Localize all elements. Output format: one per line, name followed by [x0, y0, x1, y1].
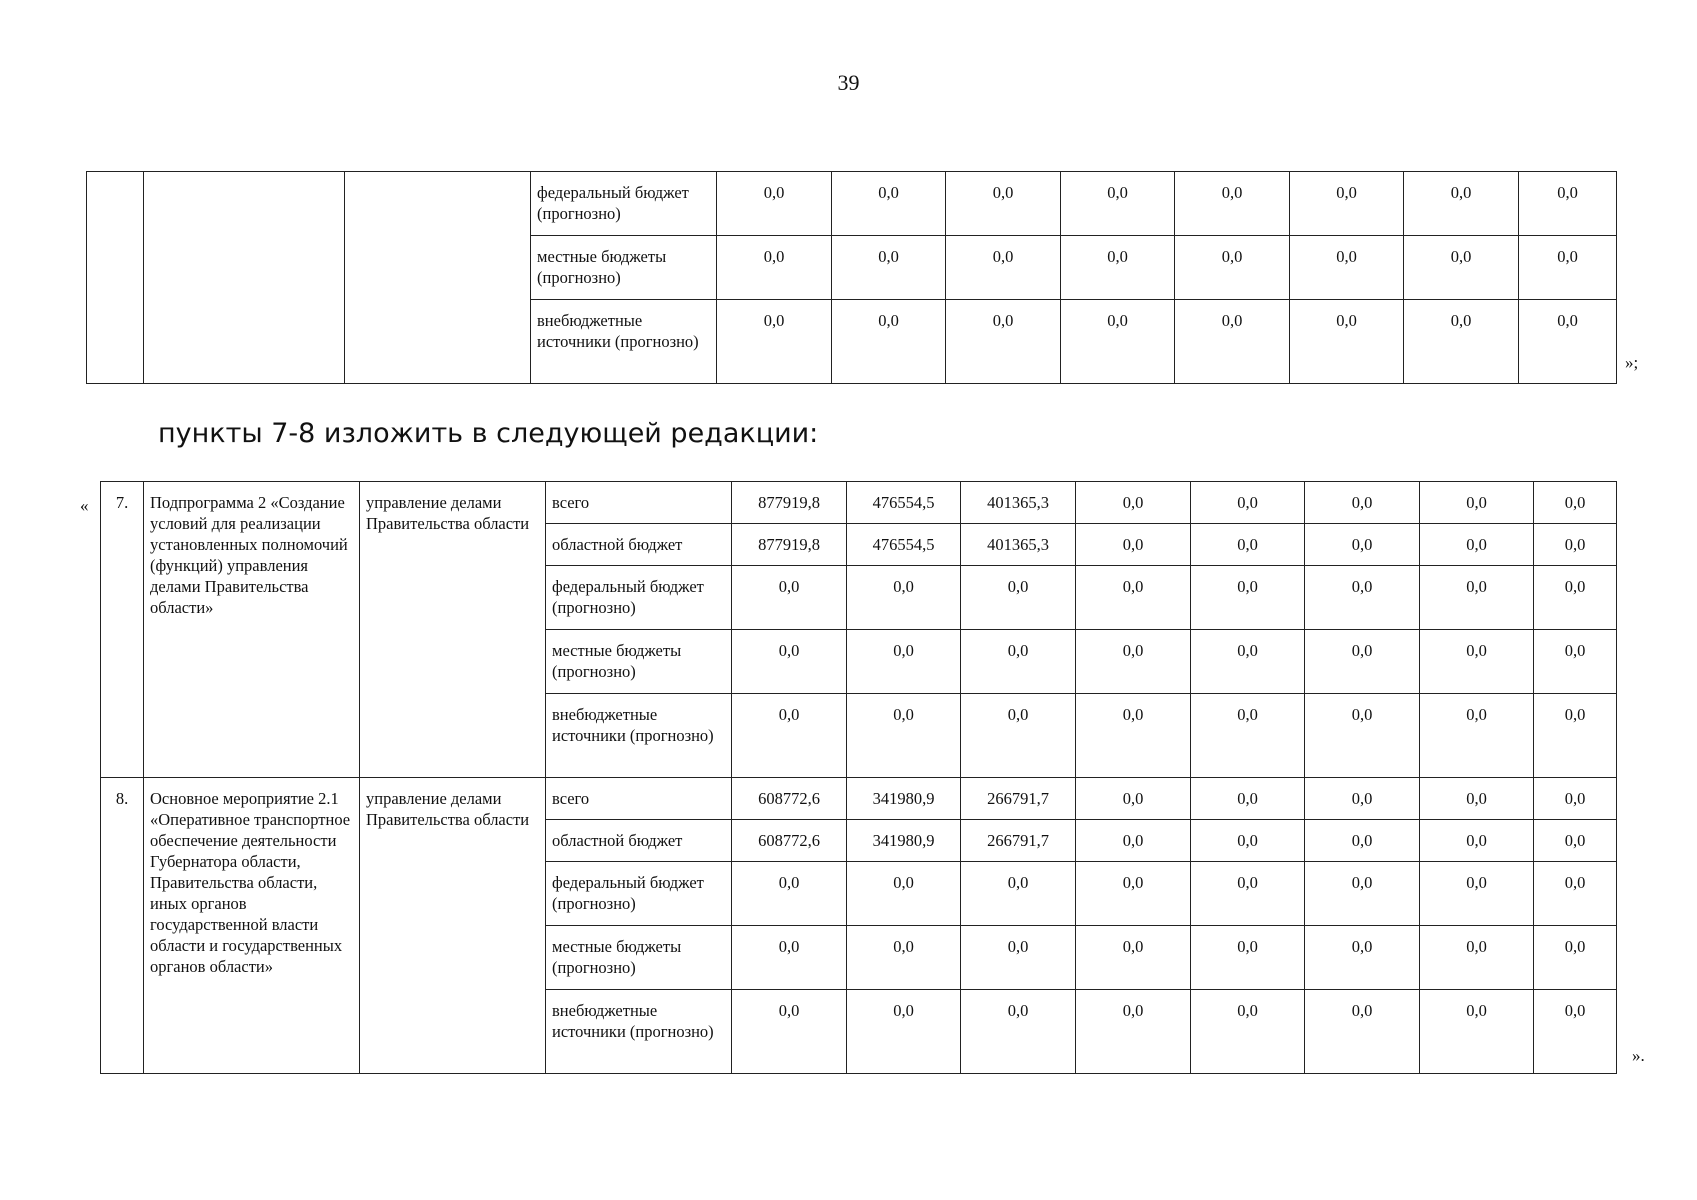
value-cell: 0,0: [832, 236, 946, 300]
value-cell: 0,0: [1191, 820, 1305, 862]
value-cell: 0,0: [1175, 300, 1290, 384]
value-cell: 0,0: [1305, 778, 1420, 820]
page-number: 39: [837, 70, 860, 95]
value-cell: 0,0: [961, 694, 1076, 778]
value-cell: 0,0: [1076, 694, 1191, 778]
value-cell: 0,0: [847, 926, 961, 990]
value-cell: 0,0: [1534, 482, 1617, 524]
value-cell: 0,0: [1076, 524, 1191, 566]
value-cell: 0,0: [732, 694, 847, 778]
value-cell: 0,0: [1420, 990, 1534, 1074]
value-cell: 0,0: [1534, 862, 1617, 926]
executor-cell: управление делами Правительства области: [360, 482, 546, 778]
value-cell: 0,0: [1305, 482, 1420, 524]
item-number-cell: 7.: [101, 482, 144, 778]
value-cell: 0,0: [1420, 820, 1534, 862]
value-cell: 0,0: [847, 694, 961, 778]
value-cell: 0,0: [946, 172, 1061, 236]
value-cell: 0,0: [1519, 236, 1617, 300]
value-cell: 0,0: [1191, 862, 1305, 926]
value-cell: 0,0: [717, 172, 832, 236]
value-cell: 0,0: [732, 926, 847, 990]
value-cell: 0,0: [1076, 778, 1191, 820]
value-cell: 0,0: [1191, 926, 1305, 990]
value-cell: 0,0: [1191, 630, 1305, 694]
value-cell: 0,0: [1534, 566, 1617, 630]
value-cell: 341980,9: [847, 820, 961, 862]
table-row: [101, 778, 1617, 820]
value-cell: 0,0: [1534, 820, 1617, 862]
funding-source-cell: внебюджетные источники (прогнозно): [531, 300, 717, 384]
value-cell: 0,0: [1420, 630, 1534, 694]
funding-source-cell: федеральный бюджет (прогнозно): [546, 862, 732, 926]
value-cell: 0,0: [732, 630, 847, 694]
value-cell: 0,0: [832, 300, 946, 384]
value-cell: 0,0: [717, 236, 832, 300]
value-cell: 401365,3: [961, 524, 1076, 566]
value-cell: 0,0: [1305, 694, 1420, 778]
value-cell: 0,0: [1076, 820, 1191, 862]
value-cell: 0,0: [847, 566, 961, 630]
empty-executor-cell: [345, 172, 531, 384]
value-cell: 0,0: [961, 926, 1076, 990]
value-cell: 0,0: [1534, 778, 1617, 820]
value-cell: 0,0: [1305, 630, 1420, 694]
value-cell: 0,0: [1290, 300, 1404, 384]
empty-name-cell: [144, 172, 345, 384]
value-cell: 476554,5: [847, 524, 961, 566]
budget-table-main: [100, 481, 1617, 1074]
closing-quote-main: ».: [1632, 1046, 1645, 1065]
value-cell: 0,0: [1404, 236, 1519, 300]
funding-source-cell: областной бюджет: [546, 820, 732, 862]
value-cell: 0,0: [1191, 482, 1305, 524]
value-cell: 0,0: [1175, 236, 1290, 300]
value-cell: 0,0: [1061, 300, 1175, 384]
executor-cell: управление делами Правительства области: [360, 778, 546, 1074]
funding-source-cell: федеральный бюджет (прогнозно): [546, 566, 732, 630]
value-cell: 0,0: [961, 566, 1076, 630]
value-cell: 0,0: [961, 630, 1076, 694]
table-row: [87, 172, 1617, 236]
value-cell: 877919,8: [732, 482, 847, 524]
value-cell: 0,0: [1305, 820, 1420, 862]
value-cell: 0,0: [1305, 926, 1420, 990]
value-cell: 0,0: [732, 566, 847, 630]
budget-table-continuation: [86, 171, 1617, 384]
value-cell: 0,0: [1420, 926, 1534, 990]
value-cell: 0,0: [832, 172, 946, 236]
value-cell: 0,0: [732, 862, 847, 926]
value-cell: 0,0: [1404, 300, 1519, 384]
funding-source-cell: местные бюджеты (прогнозно): [546, 926, 732, 990]
value-cell: 0,0: [1061, 172, 1175, 236]
value-cell: 0,0: [946, 236, 1061, 300]
value-cell: 476554,5: [847, 482, 961, 524]
value-cell: 0,0: [946, 300, 1061, 384]
value-cell: 0,0: [1191, 778, 1305, 820]
value-cell: 0,0: [1305, 990, 1420, 1074]
item-name-cell: Основное мероприятие 2.1 «Оперативное транспортное обеспечение деятельности Губернатора области, Правительства области, иных органов государственной власти области и государственных органов области»: [144, 778, 360, 1074]
value-cell: 0,0: [1404, 172, 1519, 236]
value-cell: 0,0: [1420, 482, 1534, 524]
funding-source-cell: местные бюджеты (прогнозно): [531, 236, 717, 300]
value-cell: 0,0: [1076, 630, 1191, 694]
value-cell: 0,0: [1420, 862, 1534, 926]
value-cell: 0,0: [1191, 694, 1305, 778]
value-cell: 0,0: [1305, 862, 1420, 926]
value-cell: 0,0: [1420, 566, 1534, 630]
empty-number-cell: [87, 172, 144, 384]
opening-quote-main: «: [80, 496, 89, 515]
value-cell: 0,0: [1191, 524, 1305, 566]
value-cell: 0,0: [1534, 524, 1617, 566]
item-number-cell: 8.: [101, 778, 144, 1074]
table-row: [101, 482, 1617, 524]
value-cell: 0,0: [847, 862, 961, 926]
value-cell: 0,0: [1076, 990, 1191, 1074]
value-cell: 0,0: [1305, 524, 1420, 566]
value-cell: 266791,7: [961, 778, 1076, 820]
value-cell: 0,0: [1534, 990, 1617, 1074]
funding-source-cell: внебюджетные источники (прогнозно): [546, 990, 732, 1074]
value-cell: 0,0: [1076, 862, 1191, 926]
value-cell: 0,0: [732, 990, 847, 1074]
value-cell: 0,0: [1305, 566, 1420, 630]
item-name-cell: Подпрограмма 2 «Создание условий для реализации установленных полномочий (функций) управления делами Правительства области»: [144, 482, 360, 778]
value-cell: 0,0: [1076, 566, 1191, 630]
funding-source-cell: всего: [546, 482, 732, 524]
funding-source-cell: местные бюджеты (прогнозно): [546, 630, 732, 694]
value-cell: 0,0: [961, 990, 1076, 1074]
value-cell: 0,0: [1175, 172, 1290, 236]
funding-source-cell: внебюджетные источники (прогнозно): [546, 694, 732, 778]
value-cell: 0,0: [1191, 990, 1305, 1074]
value-cell: 0,0: [717, 300, 832, 384]
value-cell: 0,0: [847, 990, 961, 1074]
value-cell: 0,0: [1519, 300, 1617, 384]
closing-quote-top: »;: [1625, 353, 1639, 372]
value-cell: 0,0: [1191, 566, 1305, 630]
value-cell: 0,0: [1061, 236, 1175, 300]
value-cell: 0,0: [1534, 694, 1617, 778]
value-cell: 877919,8: [732, 524, 847, 566]
value-cell: 0,0: [1076, 482, 1191, 524]
value-cell: 0,0: [1290, 172, 1404, 236]
value-cell: 0,0: [1534, 630, 1617, 694]
value-cell: 0,0: [847, 630, 961, 694]
value-cell: 0,0: [1420, 778, 1534, 820]
value-cell: 401365,3: [961, 482, 1076, 524]
instruction-text: пункты 7-8 изложить в следующей редакции:: [158, 418, 819, 449]
funding-source-cell: всего: [546, 778, 732, 820]
value-cell: 0,0: [1534, 926, 1617, 990]
value-cell: 608772,6: [732, 820, 847, 862]
funding-source-cell: федеральный бюджет (прогнозно): [531, 172, 717, 236]
value-cell: 0,0: [1519, 172, 1617, 236]
value-cell: 0,0: [961, 862, 1076, 926]
funding-source-cell: областной бюджет: [546, 524, 732, 566]
value-cell: 0,0: [1420, 694, 1534, 778]
value-cell: 266791,7: [961, 820, 1076, 862]
value-cell: 341980,9: [847, 778, 961, 820]
value-cell: 608772,6: [732, 778, 847, 820]
value-cell: 0,0: [1076, 926, 1191, 990]
value-cell: 0,0: [1290, 236, 1404, 300]
value-cell: 0,0: [1420, 524, 1534, 566]
